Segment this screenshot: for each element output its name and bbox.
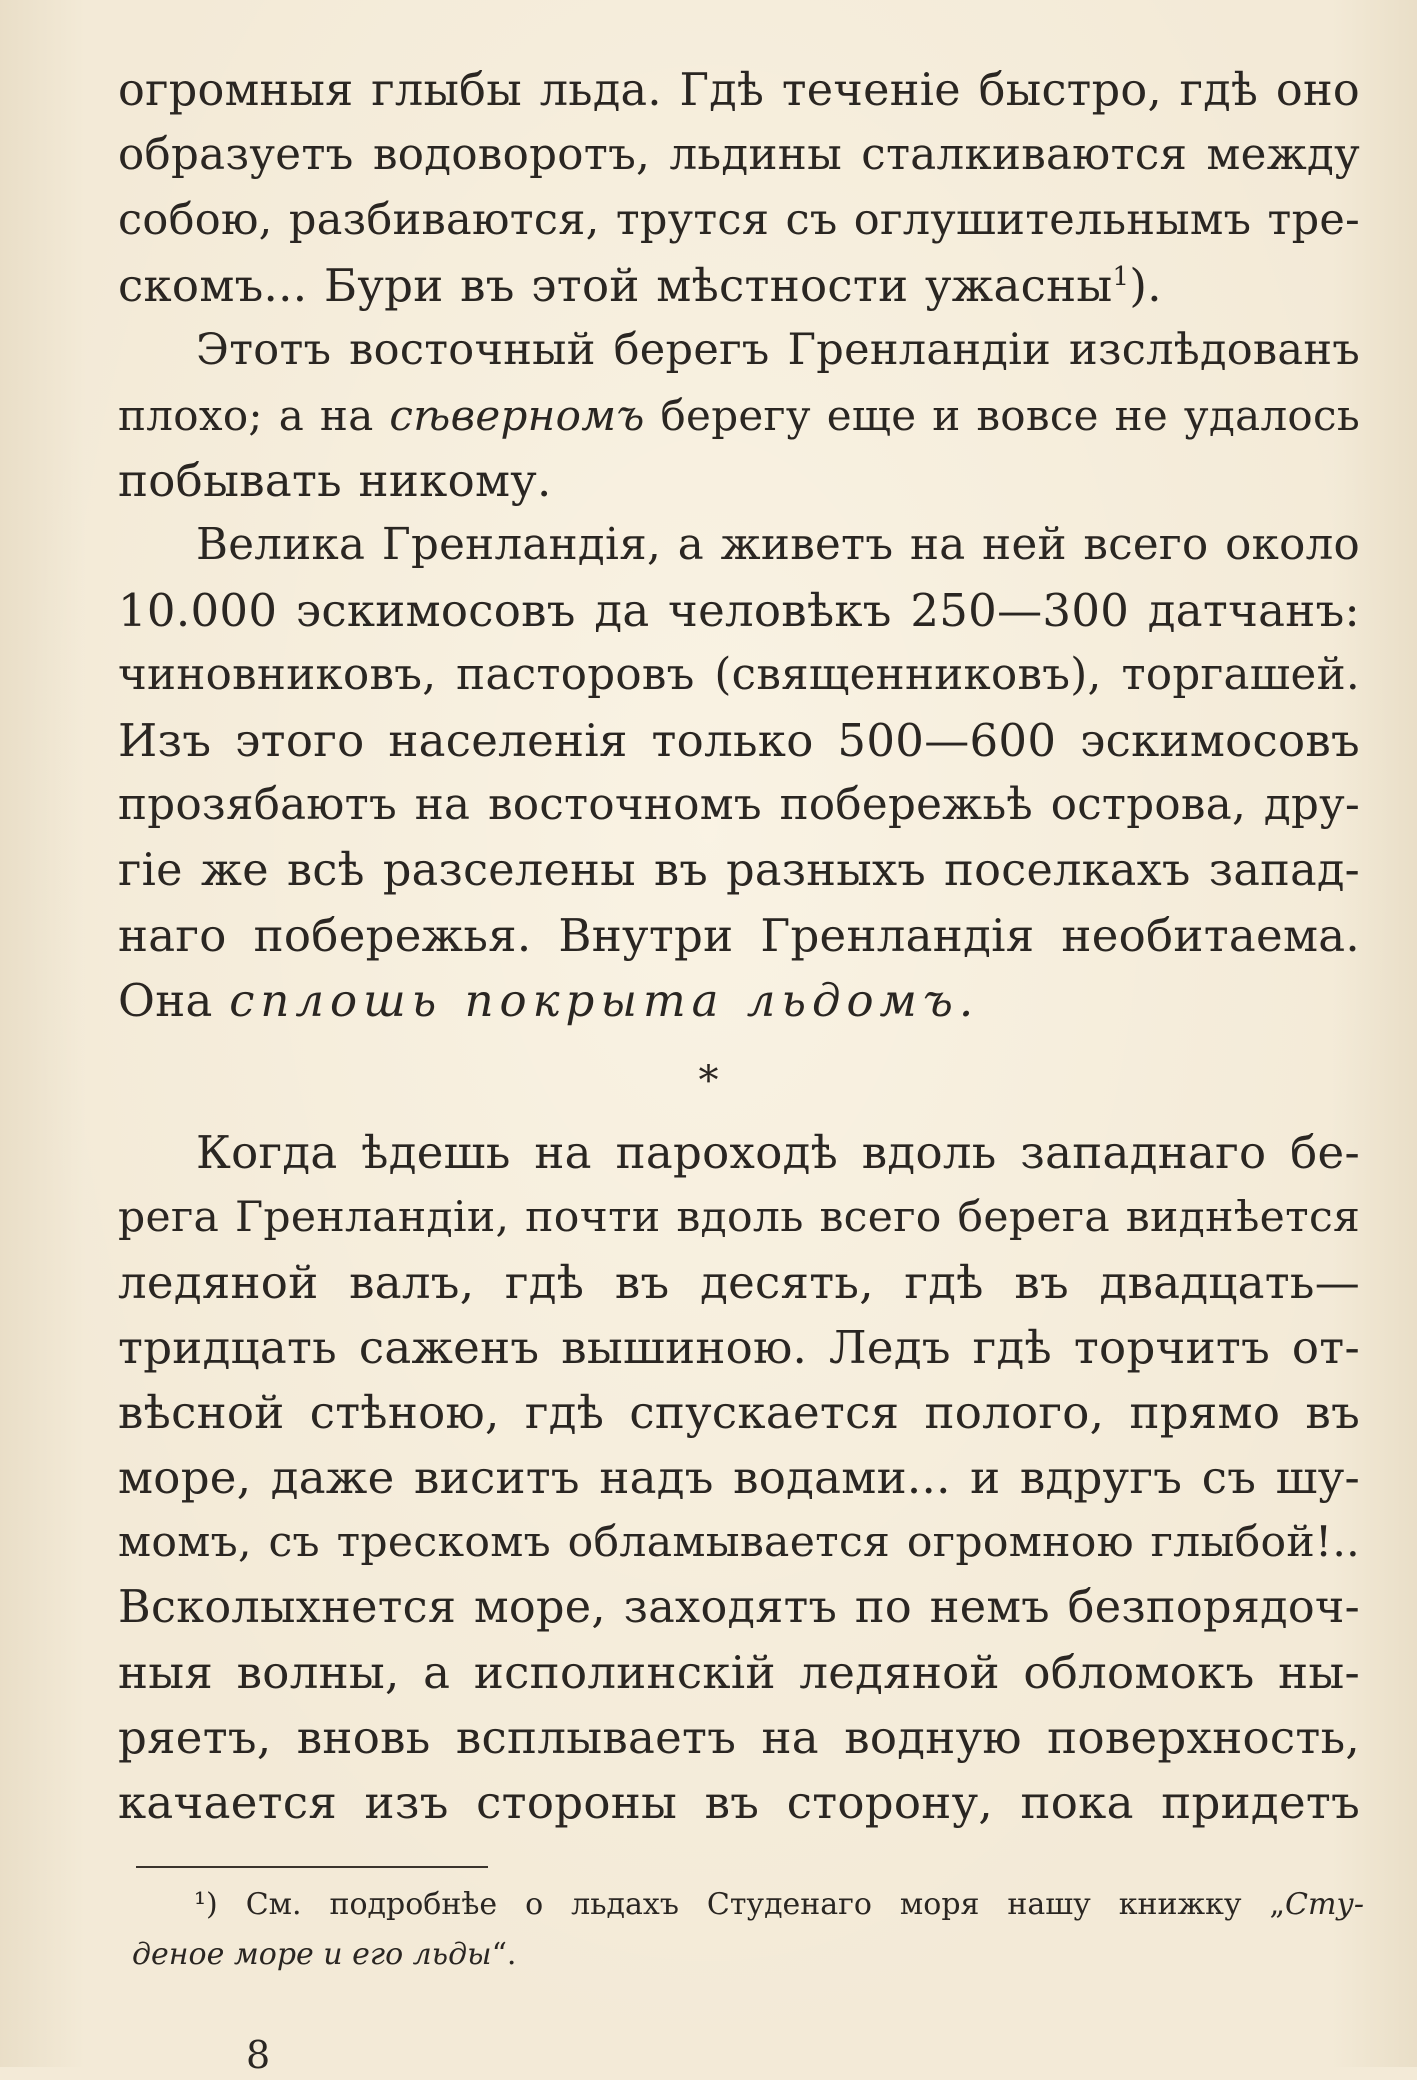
text-line: гіе же всѣ разселены въ разныхъ поселкахъ запад- <box>118 845 1360 896</box>
text-line: 10.000 эскимосовъ да человѣкъ 250—300 датчанъ: <box>118 584 1360 637</box>
footnote-mark: ¹) <box>194 1887 218 1922</box>
text-line: море, даже виситъ надъ водами... и вдругъ съ шу- <box>118 1451 1360 1504</box>
emphasis-text: сѣверномъ <box>389 391 645 440</box>
text-line: Велика Гренландія, а живетъ на ней всего около <box>196 520 1360 570</box>
footnote <box>132 1880 1364 1980</box>
paragraph-ice-wall <box>118 1120 1360 1835</box>
emphasis-text: сплошь покрыта льдомъ. <box>229 974 980 1027</box>
text-line: образуетъ водоворотъ, льдины сталкиваются между <box>118 130 1360 180</box>
text-segment: ). <box>1129 259 1162 312</box>
text-line: Всколыхнется море, заходятъ по немъ безпорядоч- <box>118 1582 1360 1633</box>
text-line: побывать никому. <box>118 454 552 507</box>
text-line: качается изъ стороны въ сторону, пока придетъ <box>118 1776 1360 1829</box>
text-line <box>118 968 1360 1033</box>
text-line <box>118 253 1360 318</box>
text-segment: берегу еще и вовсе не удалось <box>644 391 1360 440</box>
text-line: тридцать саженъ вышиною. Ледъ гдѣ торчитъ от- <box>118 1321 1360 1374</box>
footnote-line <box>132 1880 1364 1930</box>
text-line: Этотъ восточный берегъ Гренландіи изслѣдованъ <box>196 325 1360 375</box>
text-segment: плохо; а на <box>118 391 390 440</box>
section-separator: * <box>698 1058 719 1104</box>
paragraph-ice-currents <box>118 58 1360 318</box>
paragraph-east-coast <box>118 318 1360 513</box>
footnote-book-title: деное море и его льды <box>132 1937 492 1972</box>
text-line: ныя волны, а исполинскій ледяной обломокъ ны- <box>118 1646 1360 1699</box>
text-line <box>118 383 1360 448</box>
text-segment: скомъ... Бури въ этой мѣстности ужасны <box>118 259 1113 312</box>
footnote-reference[interactable]: 1 <box>1112 262 1130 292</box>
footnote-text: См. подробнѣе о льдахъ Студенаго моря нашу книжку „ <box>217 1887 1286 1922</box>
text-line: ряетъ, вновь всплываетъ на водную поверхность, <box>118 1711 1360 1764</box>
footnote-line <box>132 1930 1364 1980</box>
text-line: рега Гренландіи, почти вдоль всего берега виднѣется <box>118 1193 1361 1242</box>
text-line: Когда ѣдешь на пароходѣ вдоль западнаго бе- <box>196 1126 1360 1179</box>
footnote-book-title: Сту- <box>1285 1887 1364 1922</box>
text-segment: Она <box>118 974 230 1027</box>
text-line: ледяной валъ, гдѣ въ десять, гдѣ въ двадцать— <box>118 1256 1360 1309</box>
text-line: момъ, съ трескомъ обламывается огромною глыбой!.. <box>118 1518 1360 1567</box>
text-line: прозябаютъ на восточномъ побережьѣ острова, дру- <box>118 780 1360 830</box>
text-line: Изъ этого населенія только 500—600 эскимосовъ <box>118 714 1360 767</box>
paragraph-population <box>118 513 1360 1033</box>
text-line: чиновниковъ, пасторовъ (священниковъ), торгашей. <box>118 650 1360 700</box>
text-line: огромныя глыбы льда. Гдѣ теченіе быстро, гдѣ оно <box>118 65 1360 116</box>
page-number: 8 <box>246 2033 271 2077</box>
footnote-divider <box>136 1866 488 1868</box>
text-line: наго побережья. Внутри Гренландія необитаема. <box>118 909 1360 962</box>
footnote-text: “. <box>491 1937 517 1972</box>
text-line: собою, разбиваются, трутся съ оглушительнымъ тре- <box>118 195 1360 245</box>
text-line: вѣсной стѣною, гдѣ спускается полого, прямо въ <box>118 1386 1360 1439</box>
